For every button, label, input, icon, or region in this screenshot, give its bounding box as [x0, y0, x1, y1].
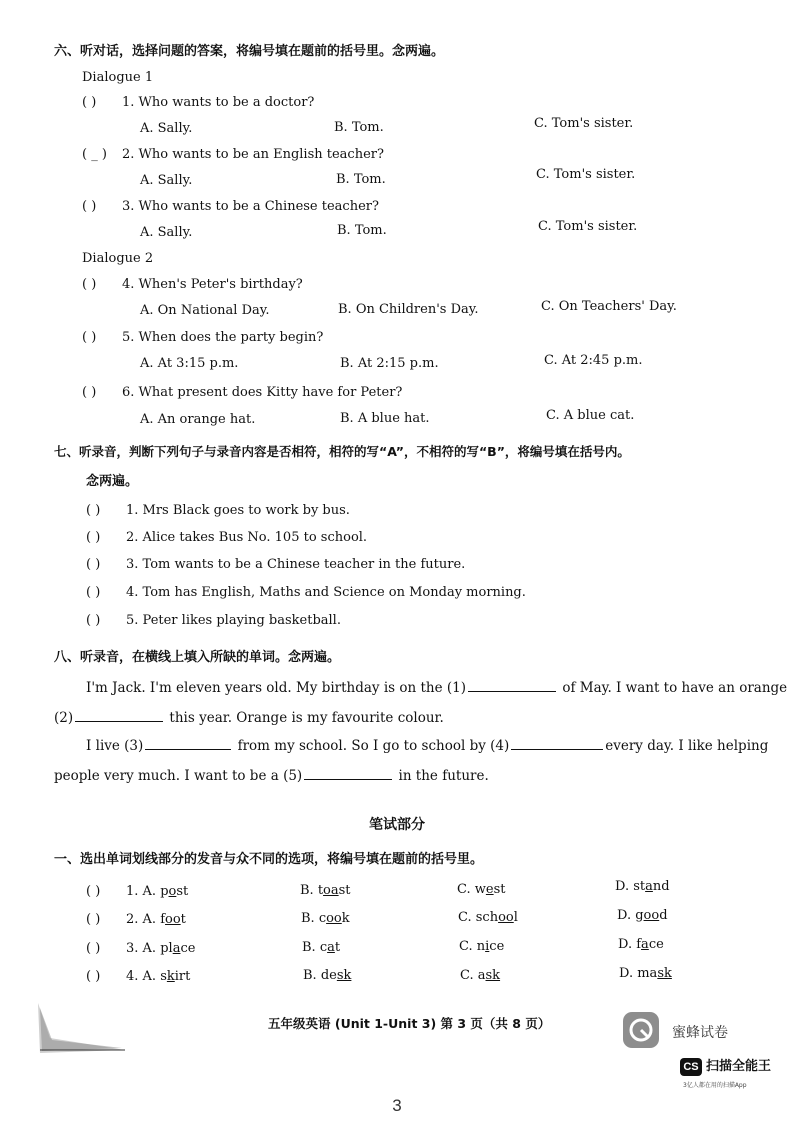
q2-option-a: A. Sally.	[140, 173, 193, 188]
q3-option-a: A. Sally.	[140, 225, 193, 240]
q5-option-b: B. At 2:15 p.m.	[340, 356, 439, 371]
question-5	[82, 330, 323, 346]
phonics-row-2-option-b: B. cook	[301, 911, 350, 926]
answer-bracket[interactable]: ( )	[86, 941, 101, 956]
option-a: post	[160, 884, 189, 899]
passage-text: every day. I like helping	[605, 738, 769, 754]
q4-option-a: A. On National Day.	[140, 303, 270, 318]
answer-bracket[interactable]: ( )	[86, 503, 101, 518]
passage-text: people very much. I want to be a (5)	[54, 768, 303, 784]
dialogue-1-label: Dialogue 1	[82, 70, 154, 85]
question-text: 1. Who wants to be a doctor?	[122, 95, 315, 110]
question-text: 5. When does the party begin?	[122, 330, 324, 345]
q5-option-a: A. At 3:15 p.m.	[140, 356, 239, 371]
judge-text: 2. Alice takes Bus No. 105 to school.	[126, 530, 368, 545]
q4-option-c: C. On Teachers' Day.	[541, 299, 677, 314]
q4-option-b: B. On Children's Day.	[338, 302, 479, 317]
blank-1[interactable]	[468, 677, 556, 692]
page-number: 3	[392, 1096, 402, 1115]
section-7-heading-cont: 念两遍。	[86, 474, 139, 489]
passage-text: I live (3)	[86, 738, 144, 754]
question-3	[82, 199, 379, 215]
passage-line-2	[54, 707, 444, 726]
answer-bracket[interactable]: ( )	[86, 969, 101, 984]
brand-name: 蜜蜂试卷	[672, 1025, 728, 1041]
question-text: 2. Who wants to be an English teacher?	[122, 147, 384, 162]
answer-bracket[interactable]: ( )	[82, 330, 97, 345]
q6-option-b: B. A blue hat.	[340, 411, 430, 426]
question-1	[82, 95, 314, 111]
dialogue-2-label: Dialogue 2	[82, 251, 154, 266]
question-text: 4. When's Peter's birthday?	[122, 277, 303, 292]
phonics-row-3-option-b: B. cat	[302, 940, 341, 955]
answer-bracket[interactable]: ( )	[82, 199, 97, 214]
phonics-row-2-option-d: D. good	[617, 908, 668, 923]
written-section-1-heading: 一、选出单词划线部分的发音与众不同的选项，将编号填在题前的括号里。	[54, 852, 484, 867]
passage-text: of May. I want to have an orange	[562, 680, 788, 696]
judge-item-5	[86, 613, 341, 629]
judge-text: 1. Mrs Black goes to work by bus.	[126, 503, 350, 518]
q5-option-c: C. At 2:45 p.m.	[544, 353, 643, 368]
option-a: foot	[160, 912, 186, 927]
phonics-num: 2. A.	[126, 912, 157, 927]
phonics-row-3-option-d: D. face	[618, 937, 664, 952]
q1-option-b: B. Tom.	[334, 120, 384, 135]
section-6-heading: 六、听对话，选择问题的答案，将编号填在题前的括号里。念两遍。	[54, 44, 445, 59]
answer-bracket[interactable]: ( _ )	[82, 147, 107, 162]
phonics-row-4-option-c: C. ask	[460, 968, 501, 983]
blank-4[interactable]	[511, 735, 603, 750]
question-2	[82, 147, 384, 163]
phonics-num: 3. A.	[126, 941, 157, 956]
judge-text: 5. Peter likes playing basketball.	[126, 613, 341, 628]
camscanner-tagline: 3亿人都在用的扫描App	[683, 1082, 747, 1089]
scan-shadow-decoration	[30, 998, 130, 1058]
written-part-title: 笔试部分	[369, 817, 425, 833]
q1-option-a: A. Sally.	[140, 121, 193, 136]
phonics-row-1-option-d: D. stand	[615, 879, 670, 894]
judge-item-1	[86, 503, 350, 519]
blank-5[interactable]	[304, 765, 392, 780]
mifeng-logo	[623, 1012, 659, 1048]
phonics-num: 4. A.	[126, 969, 157, 984]
answer-bracket[interactable]: ( )	[86, 613, 101, 628]
phonics-row-1-option-c: C. west	[457, 882, 506, 897]
passage-text: this year. Orange is my favourite colour.	[169, 710, 444, 726]
answer-bracket[interactable]: ( )	[82, 385, 97, 400]
option-a: place	[160, 941, 196, 956]
answer-bracket[interactable]: ( )	[82, 277, 97, 292]
q1-option-c: C. Tom's sister.	[534, 116, 634, 131]
judge-text: 3. Tom wants to be a Chinese teacher in the future.	[126, 557, 466, 572]
phonics-row-2	[86, 912, 186, 928]
answer-bracket[interactable]: ( )	[82, 95, 97, 110]
phonics-num: 1. A.	[126, 884, 157, 899]
section-8-heading: 八、听录音，在横线上填入所缺的单词。念两遍。	[54, 650, 341, 665]
phonics-row-4-option-b: B. desk	[303, 968, 352, 983]
phonics-row-2-option-c: C. school	[458, 910, 518, 925]
answer-bracket[interactable]: ( )	[86, 557, 101, 572]
question-text: 6. What present does Kitty have for Peter?	[122, 385, 403, 400]
question-text: 3. Who wants to be a Chinese teacher?	[122, 199, 379, 214]
blank-3[interactable]	[145, 735, 231, 750]
q6-option-a: A. An orange hat.	[140, 412, 256, 427]
answer-bracket[interactable]: ( )	[86, 912, 101, 927]
camscanner-badge: CS	[680, 1058, 702, 1076]
q3-option-c: C. Tom's sister.	[538, 219, 638, 234]
camscanner-name: 扫描全能王	[706, 1059, 772, 1074]
page-footer: 五年级英语 (Unit 1-Unit 3) 第 3 页（共 8 页）	[268, 1016, 551, 1031]
answer-bracket[interactable]: ( )	[86, 530, 101, 545]
judge-item-2	[86, 530, 367, 546]
phonics-row-1	[86, 884, 188, 900]
option-a: skirt	[160, 969, 191, 984]
q2-option-c: C. Tom's sister.	[536, 167, 636, 182]
passage-text: in the future.	[398, 768, 489, 784]
phonics-row-4-option-d: D. mask	[619, 966, 672, 981]
judge-text: 4. Tom has English, Maths and Science on Monday morning.	[126, 585, 526, 600]
blank-2[interactable]	[75, 707, 163, 722]
passage-text: I'm Jack. I'm eleven years old. My birthday is on the (1)	[86, 680, 467, 696]
phonics-row-4	[86, 969, 190, 985]
q2-option-b: B. Tom.	[336, 172, 386, 187]
question-4	[82, 277, 303, 293]
passage-line-3	[86, 735, 768, 754]
question-6	[82, 385, 402, 401]
passage-line-1	[86, 677, 787, 696]
q6-option-c: C. A blue cat.	[546, 408, 635, 423]
section-7-heading: 七、听录音，判断下列句子与录音内容是否相符，相符的写“A”，不相符的写“B”，将编号填在括号内。	[54, 444, 630, 459]
mifeng-logo-icon	[623, 1012, 659, 1048]
passage-text: (2)	[54, 710, 74, 726]
passage-text: from my school. So I go to school by (4)	[237, 738, 510, 754]
phonics-row-3-option-c: C. nice	[459, 939, 505, 954]
passage-line-4	[54, 765, 489, 784]
answer-bracket[interactable]: ( )	[86, 585, 101, 600]
judge-item-3	[86, 557, 465, 573]
phonics-row-3	[86, 941, 195, 957]
judge-item-4	[86, 585, 526, 601]
phonics-row-1-option-b: B. toast	[300, 883, 351, 898]
q3-option-b: B. Tom.	[337, 223, 387, 238]
answer-bracket[interactable]: ( )	[86, 884, 101, 899]
